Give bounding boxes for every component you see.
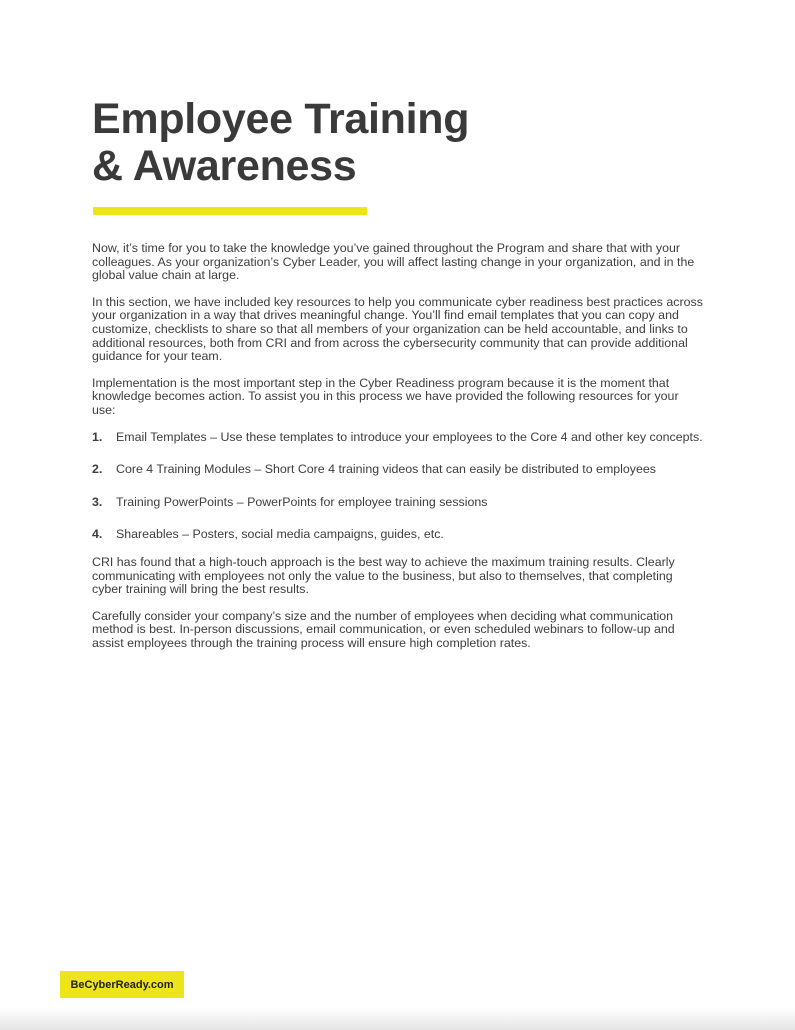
list-item (92, 463, 704, 477)
list-item (92, 496, 704, 510)
page-title (92, 96, 692, 190)
resource-list (92, 431, 704, 542)
title-line-1: Employee Training (92, 95, 470, 143)
list-item-number: 3. (92, 494, 103, 509)
intro-paragraph: Now, it’s time for you to take the knowledge you’ve gained throughout the Program and share that with your colleagues. As your organization’s Cyber Leader, you will affect lasting change in your organization, and in the global value chain at large. (92, 241, 695, 283)
list-item-text: Shareables – Posters, social media campaigns, guides, etc. (116, 527, 444, 542)
list-item (92, 528, 704, 542)
list-item (92, 431, 704, 445)
communication-paragraph: Carefully consider your company’s size and the number of employees when deciding what communication method is best. In-person discussions, email communication, or even scheduled webinars to follow-up and assist employees through the training process will ensure high completion rates. (92, 608, 675, 650)
list-item-number: 1. (92, 429, 103, 444)
list-item-number: 4. (92, 527, 103, 542)
approach-paragraph: CRI has found that a high-touch approach is the best way to achieve the maximum training results. Clearly communicating with employees not only the value to the business, but also to themselves, that completing cyber training will bring the best results. (92, 554, 675, 597)
implementation-paragraph: Implementation is the most important step in the Cyber Readiness program because it is the moment that knowledge becomes action. To assist you in this process we have provided the following resources for your use: (92, 375, 679, 417)
list-item-text: Core 4 Training Modules – Short Core 4 training videos that can easily be distributed to employees (116, 462, 656, 477)
list-item-text: Email Templates – Use these templates to introduce your employees to the Core 4 and other key concepts. (116, 429, 703, 444)
page-bottom-shadow (0, 1008, 795, 1030)
list-item-number: 2. (92, 462, 103, 477)
list-item-text: Training PowerPoints – PowerPoints for employee training sessions (116, 494, 488, 509)
body-content (92, 242, 704, 663)
title-underline (93, 207, 367, 215)
section-paragraph: In this section, we have included key resources to help you communicate cyber readiness best practices across your organization in a way that drives meaningful change. You’ll find email templates that you can copy and customize, checklists to share so that all members of your organization can be held accountable, and links to additional resources, both from CRI and from across the cybersecurity community that can provide additional guidance for your team. (92, 294, 703, 364)
website-badge[interactable]: BeCyberReady.com (60, 971, 184, 998)
title-line-2: & Awareness (92, 142, 357, 190)
